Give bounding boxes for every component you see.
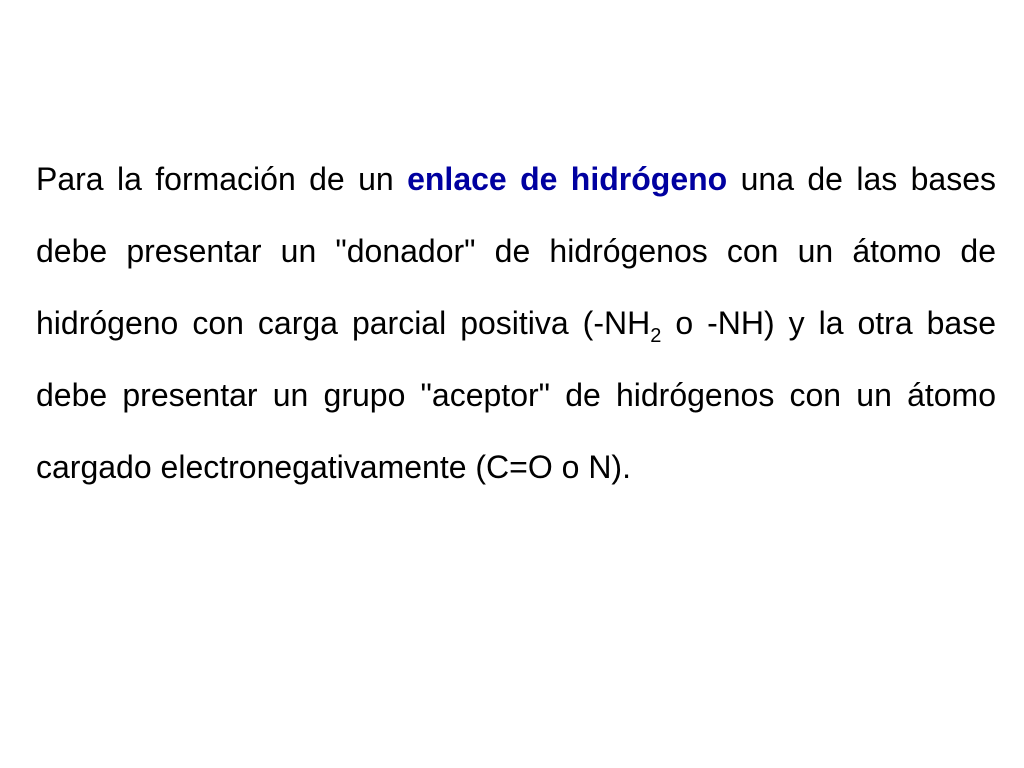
- paragraph-text-end: o -NH) y la otra base debe presentar un grupo "aceptor" de hidrógenos con un átomo cargado electronegativamente (C=O o N).: [36, 305, 996, 485]
- paragraph-text-start: Para la formación de un: [36, 161, 408, 197]
- highlighted-term: enlace de hidrógeno: [407, 161, 728, 197]
- paragraph-text-middle: una de las bases debe presentar un "donador" de hidrógenos con un átomo de hidrógeno con carga parcial positiva (-NH: [36, 161, 997, 341]
- body-paragraph: [36, 143, 996, 503]
- subscript-number: 2: [650, 325, 662, 347]
